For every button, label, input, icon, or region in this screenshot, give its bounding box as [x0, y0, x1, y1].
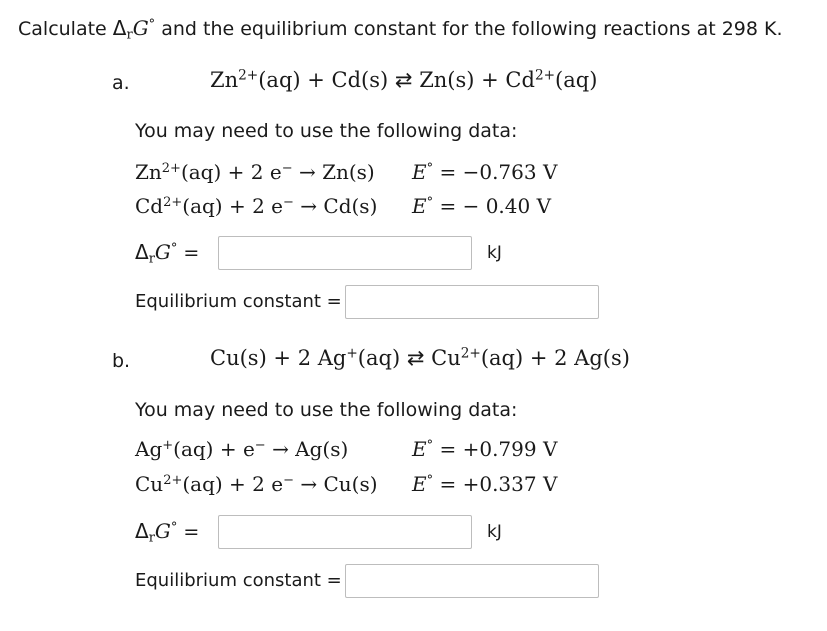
part-b-label: b.: [112, 350, 131, 372]
reaction-lhs-charge: 2+: [238, 67, 259, 84]
reaction-rhs-rest: (aq) + 2 Ag(s): [480, 346, 630, 370]
electron-charge: −: [283, 194, 294, 210]
half-charge: 2+: [163, 472, 183, 488]
half-product: → Ag(s): [272, 437, 349, 461]
reaction-rhs: Zn(s) + Cd: [419, 68, 535, 92]
reaction-lhs-charge: +: [346, 345, 358, 362]
equilibrium-arrow: ⇄: [394, 68, 413, 92]
reaction-lhs: Zn: [210, 68, 239, 92]
electron-charge: −: [283, 472, 294, 488]
g-symbol: G: [154, 240, 171, 264]
part-a-delta-g-label: [135, 240, 200, 267]
part-b-half-reaction-1: [135, 437, 348, 461]
degree-symbol: °: [170, 519, 178, 535]
part-b-data-intro: You may need to use the following data:: [135, 399, 518, 421]
potential-value: = −0.763 V: [439, 160, 558, 184]
part-b-delta-g-unit: kJ: [487, 522, 502, 542]
half-rest: (aq) + 2 e: [180, 160, 282, 184]
degree-symbol: °: [148, 16, 156, 32]
question-prompt: [18, 16, 783, 43]
part-a-half-reaction-2: [135, 194, 377, 218]
part-a-potential-1: [412, 160, 557, 184]
electron-charge: −: [254, 437, 266, 453]
part-b-potential-1: [412, 437, 557, 461]
half-species: Zn: [135, 160, 162, 184]
half-product: → Cd(s): [300, 194, 378, 218]
e-symbol: E: [412, 160, 427, 184]
prompt-prefix: Calculate: [18, 18, 113, 40]
e-symbol: E: [412, 194, 427, 218]
potential-value: = − 0.40 V: [439, 194, 552, 218]
degree-symbol: °: [426, 160, 434, 176]
part-b-delta-g-label: [135, 519, 200, 546]
degree-symbol: °: [426, 194, 434, 210]
part-b-delta-g-input[interactable]: [218, 515, 472, 549]
reaction-rhs-rest: (aq): [555, 68, 598, 92]
g-symbol: G: [132, 16, 149, 40]
equals-sign: =: [177, 521, 200, 543]
half-rest: (aq) + 2 e: [182, 194, 284, 218]
part-b-k-label: Equilibrium constant =: [135, 570, 342, 591]
reaction-rhs: Cu: [431, 346, 461, 370]
delta-symbol: Δ: [135, 240, 149, 264]
reaction-rhs-charge: 2+: [460, 345, 481, 362]
degree-symbol: °: [170, 240, 178, 256]
part-a-delta-g-input[interactable]: [218, 236, 472, 270]
subscript-r: r: [148, 530, 155, 546]
equilibrium-arrow: ⇄: [406, 346, 425, 370]
degree-symbol: °: [426, 472, 434, 488]
subscript-r: r: [126, 27, 133, 43]
half-rest: (aq) + e: [173, 437, 255, 461]
reaction-lhs: Cu(s) + 2 Ag: [210, 346, 347, 370]
part-a-potential-2: [412, 194, 551, 218]
part-b-k-input[interactable]: [345, 564, 599, 598]
part-a-half-reaction-1: [135, 160, 375, 184]
delta-symbol: Δ: [112, 16, 127, 40]
part-a-label: a.: [112, 72, 130, 94]
e-symbol: E: [412, 437, 427, 461]
equals-sign: =: [177, 242, 200, 264]
part-a-reaction: [210, 68, 597, 92]
part-a-data-intro: You may need to use the following data:: [135, 120, 518, 142]
part-a-k-label: Equilibrium constant =: [135, 291, 342, 312]
half-charge: 2+: [161, 160, 181, 176]
g-symbol: G: [154, 519, 171, 543]
half-charge: 2+: [163, 194, 183, 210]
delta-symbol: Δ: [135, 519, 149, 543]
part-b-potential-2: [412, 472, 557, 496]
part-a-k-input[interactable]: [345, 285, 599, 319]
potential-value: = +0.799 V: [439, 437, 558, 461]
part-a-delta-g-unit: kJ: [487, 243, 502, 263]
half-species: Cd: [135, 194, 164, 218]
reaction-rhs-charge: 2+: [534, 67, 556, 84]
electron-charge: −: [281, 160, 293, 176]
half-species: Ag: [135, 437, 163, 461]
reaction-lhs-rest: (aq): [357, 346, 401, 370]
part-b-half-reaction-2: [135, 472, 378, 496]
half-product: → Zn(s): [298, 160, 375, 184]
reaction-lhs-rest: (aq) + Cd(s): [258, 68, 389, 92]
half-rest: (aq) + 2 e: [182, 472, 284, 496]
degree-symbol: °: [426, 437, 434, 453]
half-product: → Cu(s): [300, 472, 378, 496]
half-species: Cu: [135, 472, 164, 496]
part-b-reaction: [210, 346, 630, 370]
subscript-r: r: [148, 251, 155, 267]
prompt-suffix: and the equilibrium constant for the following reactions at 298 K.: [155, 18, 783, 40]
half-charge: +: [162, 437, 174, 453]
potential-value: = +0.337 V: [439, 472, 558, 496]
e-symbol: E: [412, 472, 427, 496]
